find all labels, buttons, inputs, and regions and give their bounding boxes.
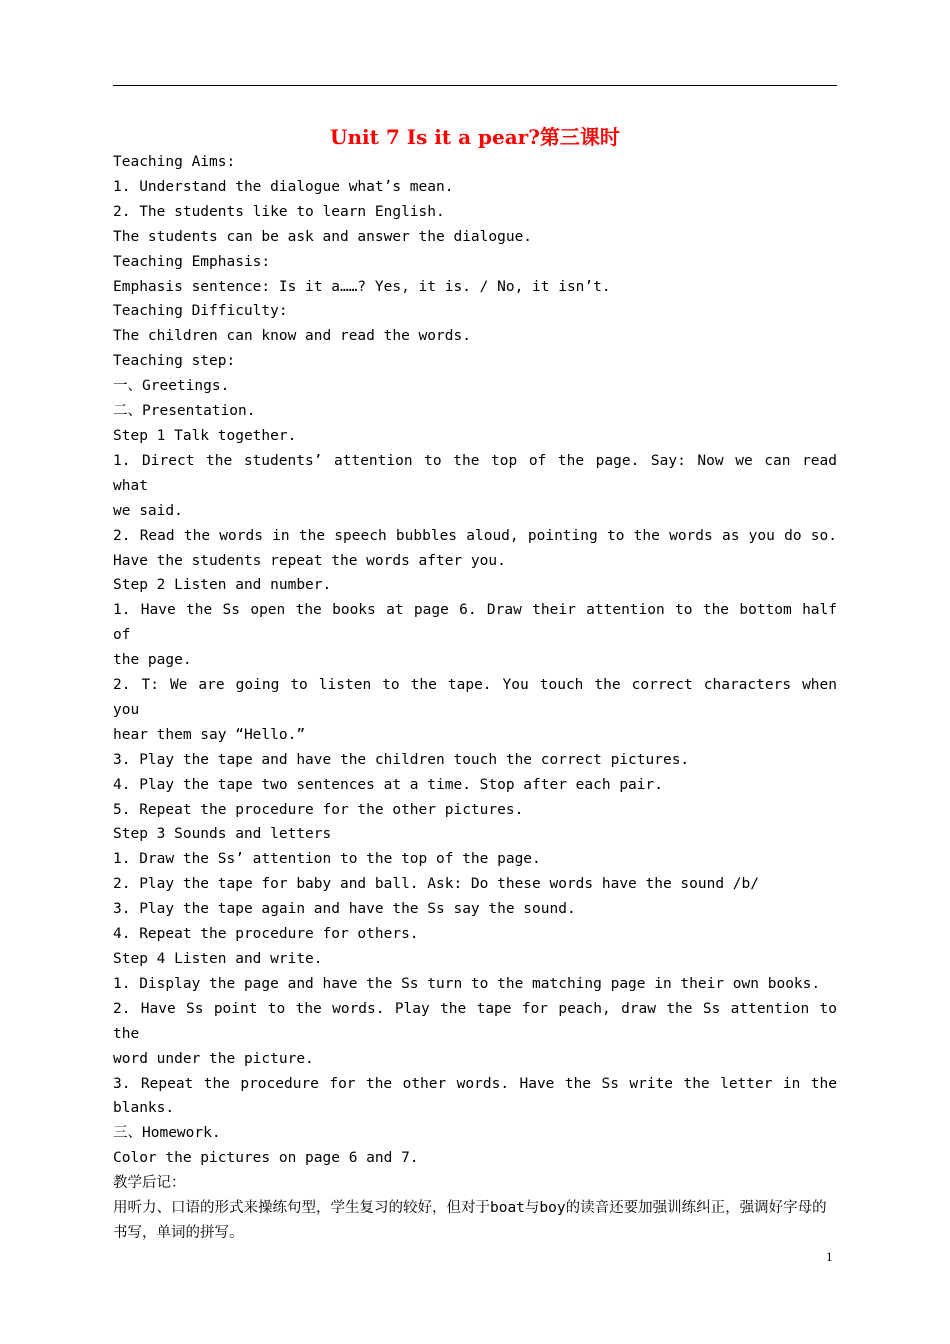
body-line: 2. Play the tape for baby and ball. Ask: Do these words have the sound /b/	[113, 876, 760, 893]
body-line: 2. Read the words in the speech bubbles aloud, pointing to the words as you do so.	[113, 527, 837, 544]
reflection-paragraph: 用听力、口语的形式来操练句型，学生复习的较好，但对于boat与boy的读音还要加强训练纠正，强调好字母的书写，单词的拼写。	[113, 1200, 827, 1241]
body-line: 教学后记：	[113, 1175, 186, 1192]
body-line: 1. Display the page and have the Ss turn to the matching page in their own books.	[113, 975, 821, 992]
body-line: 2. Have Ss point to the words. Play the tape for peach, draw the Ss attention to the	[113, 1000, 837, 1042]
body-line: we said.	[113, 502, 183, 519]
body-line: 4. Play the tape two sentences at a time. Stop after each pair.	[113, 776, 663, 793]
body-line: Teaching Emphasis:	[113, 253, 271, 270]
body-line: Color the pictures on page 6 and 7.	[113, 1150, 419, 1167]
body-line: 二、Presentation.	[113, 403, 256, 420]
body-line: 一、Greetings.	[113, 378, 230, 395]
body-line: word under the picture.	[113, 1050, 314, 1067]
body-line: Emphasis sentence: Is it a……? Yes, it is. / No, it isn’t.	[113, 278, 611, 295]
body-line: 1. Have the Ss open the books at page 6. Draw their attention to the bottom half of	[113, 602, 837, 644]
body-line: Teaching Difficulty:	[113, 303, 288, 320]
body-line: 1. Draw the Ss’ attention to the top of the page.	[113, 851, 541, 868]
body-line: 2. T: We are going to listen to the tape. You touch the correct characters when you	[113, 677, 837, 718]
body-line: 3. Play the tape and have the children touch the correct pictures.	[113, 751, 690, 768]
document-title: Unit 7 Is it a pear?第三课时	[330, 125, 620, 149]
body-line: 2. The students like to learn English.	[113, 203, 445, 220]
body-line: Step 3 Sounds and letters	[113, 826, 332, 843]
body-line: 1. Direct the students’ attention to the top of the page. Say: Now we can read what	[113, 452, 837, 494]
body-line: 4. Repeat the procedure for others.	[113, 926, 419, 943]
body-line: 5. Repeat the procedure for the other pictures.	[113, 801, 524, 818]
body-line: hear them say “Hello.”	[113, 726, 306, 743]
body-line: Step 1 Talk together.	[113, 427, 297, 444]
document-body	[113, 150, 837, 1246]
body-line: 三、Homework.	[113, 1125, 221, 1142]
page-number: 1	[826, 1249, 833, 1264]
body-line: Have the students repeat the words after you.	[113, 552, 506, 569]
body-line: the page.	[113, 652, 192, 669]
body-line: 1. Understand the dialogue what’s mean.	[113, 178, 454, 195]
header-rule	[113, 85, 837, 86]
body-line: The children can know and read the words.	[113, 328, 471, 345]
body-line: 3. Play the tape again and have the Ss say the sound.	[113, 901, 576, 918]
body-line: 3. Repeat the procedure for the other words. Have the Ss write the letter in the	[113, 1075, 837, 1092]
body-line: The students can be ask and answer the dialogue.	[113, 228, 533, 245]
body-line: Teaching step:	[113, 353, 236, 370]
body-line: Step 2 Listen and number.	[113, 577, 332, 594]
body-line: Step 4 Listen and write.	[113, 951, 323, 967]
body-line: blanks.	[113, 1100, 175, 1117]
body-line: Teaching Aims:	[113, 154, 236, 170]
